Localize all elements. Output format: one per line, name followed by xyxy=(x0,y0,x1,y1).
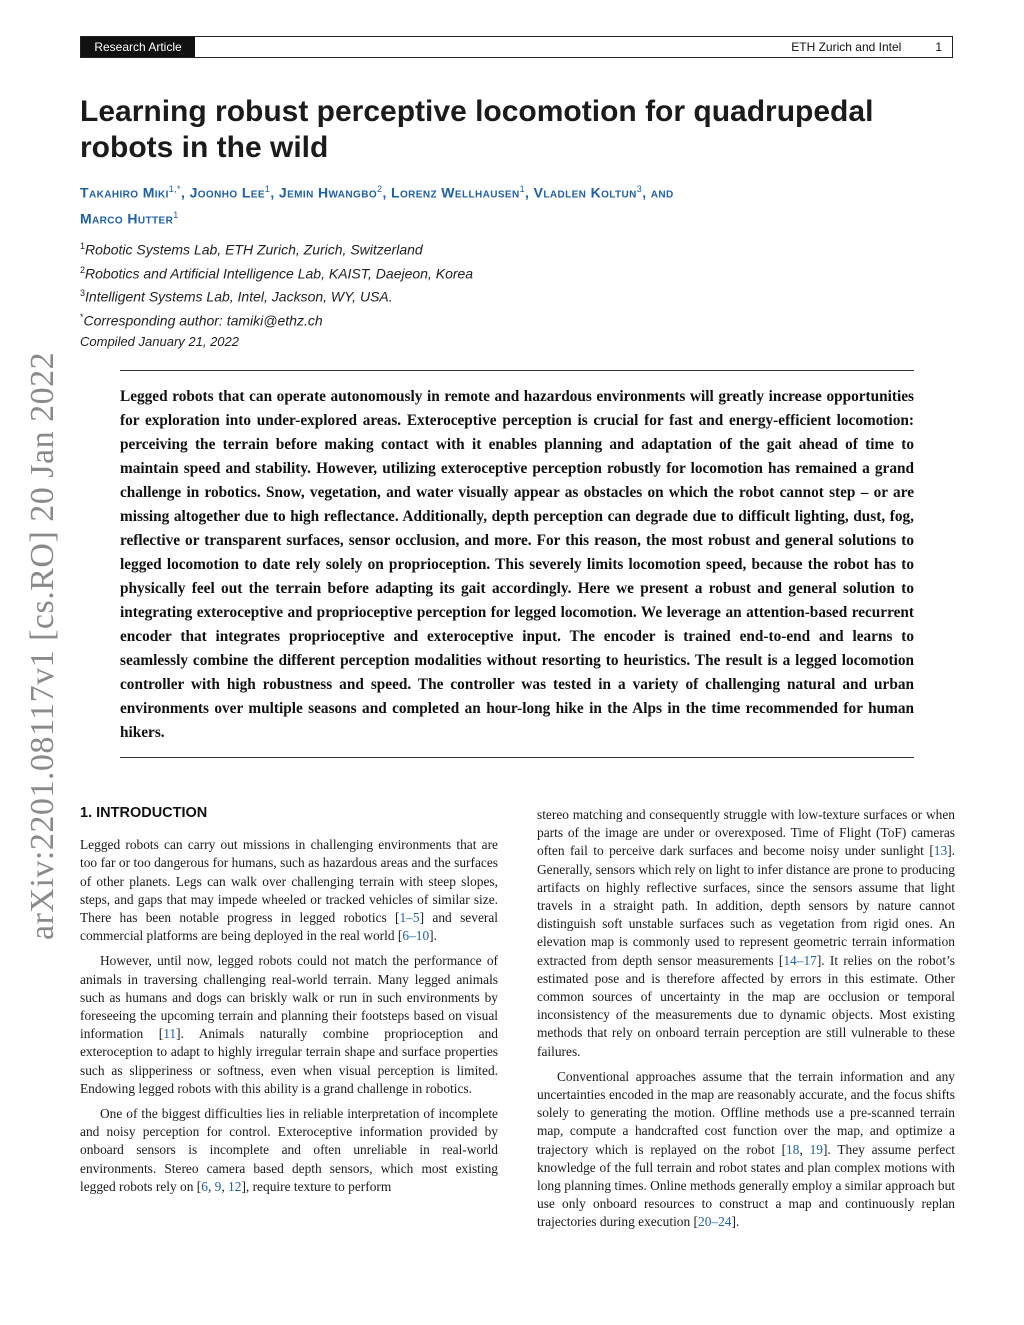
citation-link[interactable]: 9 xyxy=(214,1178,222,1194)
abstract-top-rule xyxy=(120,370,914,371)
affil-mark: 2 xyxy=(80,264,86,275)
running-header xyxy=(80,36,953,58)
affiliation-item xyxy=(80,307,473,331)
author-name: Takahiro Miki xyxy=(80,184,169,201)
paragraph: Legged robots can carry out missions in challenging environments that are too far or too dangerous for humans, such as hazardous areas and the surfaces of other planets. Legs can walk over challenging terrain with steep slopes, steps, and gaps that may impede wheeled or tracked vehicles of similar size. There has been notable progress in legged robotics [1–5] and several commercial platforms are being deployed in the real world [6–10]. xyxy=(80,837,499,944)
affil-mark: 3 xyxy=(80,288,86,299)
citation-link[interactable]: 1–5 xyxy=(399,910,420,926)
author-affil-mark: 3 xyxy=(636,184,643,194)
arxiv-stamp: arXiv:2201.08117v1 [cs.RO] 20 Jan 2022 xyxy=(24,351,61,940)
paragraph: One of the biggest difficulties lies in reliable interpretation of incomplete and noisy perception for control. Exteroceptive information provided by onboard sensors is incomplete and often unreliable in real-world environments. Stereo camera based depth sensors, which most existing legged robots rely on [6, 9, 12], require texture to perform xyxy=(80,1106,498,1194)
author-affil-mark: 2 xyxy=(377,184,383,194)
right-column xyxy=(537,806,955,1232)
left-column xyxy=(80,804,498,1196)
citation-link[interactable]: 13 xyxy=(933,843,948,859)
paragraph: Conventional approaches assume that the terrain information and any uncertainties encoded in the map are reasonably accurate, and the focus shifts solely to generating the motion. Offline methods use a pre-scanned terrain map, compute a handcrafted cost function over the map, and optimize a trajectory which is replayed on the robot [18, 19]. They assume perfect knowledge of the full terrain and robot states and plan complex motions with long planning times. Online methods generally employ a similar approach but use only onboard resources to construct a map and continuously replan trajectories during execution [20–24]. xyxy=(537,1068,955,1230)
section-heading: 1. INTRODUCTION xyxy=(80,805,208,821)
paragraph: stereo matching and consequently struggle with low-texture surfaces or when parts of the image are under or overexposed. Time of Flight (ToF) cameras often fail to perceive dark surfaces and become noisy under sunlight [13]. Generally, sensors which rely on light to infer distance are prone to producing artifacts on highly reflective surfaces, since the sensors assume that light travels in a straight path. In addition, depth sensors by nature cannot distinguish soft unstable surfaces such as vegetation from rigid ones. An elevation map is commonly used to represent geometric terrain information extracted from depth sensor measurements [14–17]. It relies on the robot’s estimated pose and is therefore affected by errors in this estimate. Other common sources of uncertainty in the map are occlusion or temporal inconsistency of the measurements due to dynamic objects. Most existing methods that rely on onboard terrain perception are still vulnerable to these failures. xyxy=(537,807,956,1059)
header-affiliation: ETH Zurich and Intel xyxy=(791,40,902,54)
citation-link[interactable]: 12 xyxy=(228,1178,242,1194)
citation-link[interactable]: 6–10 xyxy=(402,928,430,944)
citation-link[interactable]: 18 xyxy=(786,1141,800,1157)
header-right xyxy=(791,37,942,57)
author-name: Lorenz Wellhausen xyxy=(391,184,520,201)
compiled-date: Compiled January 21, 2022 xyxy=(80,334,239,349)
paper-title: Learning robust perceptive locomotion for quadrupedal robots in the wild xyxy=(80,95,874,164)
affil-text: Robotic Systems Lab, ETH Zurich, Zurich, Switzerland xyxy=(85,241,423,258)
affiliation-list xyxy=(80,236,473,331)
citation-link[interactable]: 11 xyxy=(163,1026,177,1042)
author-affil-mark: 1 xyxy=(173,209,179,220)
citation-link[interactable]: 19 xyxy=(809,1141,823,1157)
affiliation-item xyxy=(80,283,473,307)
author-name: Vladlen Koltun xyxy=(533,184,637,201)
paragraph: However, until now, legged robots could not match the performance of animals in traversing challenging real-world terrain. Many legged animals such as humans and dogs can briskly walk or run in such environments by foreseeing the upcoming terrain and planning their footsteps based on visual information [11]. Animals naturally combine proprioception and exteroception to adapt to highly irregular terrain shape and surface properties such as slipperiness or softness, even when visual perception is limited. Endowing legged robots with this ability is a grand challenge in robotics. xyxy=(80,953,498,1096)
abstract-bottom-rule xyxy=(120,757,914,758)
author-connector: and xyxy=(650,184,674,201)
citation-link[interactable]: 6 xyxy=(201,1178,208,1194)
author-affil-mark: 1,* xyxy=(168,184,181,194)
affil-mark: * xyxy=(80,311,84,322)
author-name: Jemin Hwangbo xyxy=(278,184,378,201)
author-list: Takahiro Miki$^{1,*}$, Joonho Lee$^1$, Jemin Hwangbo$^2$, Lorenz Wellhausen$^1$, Vladlen Koltun$^3$, and Marco Hutter$^1$ xyxy=(80,184,674,227)
page-number: 1 xyxy=(935,40,942,54)
abstract: Legged robots that can operate autonomously in remote and hazardous environments will greatly increase opportunities for exploration into under-explored areas. Exteroceptive perception is crucial for fast and energy-efficient locomotion: perceiving the terrain before making contact with it enables planning and adaptation of the gait ahead of time to maintain speed and stability. However, utilizing exteroceptive perception robustly for locomotion has remained a grand challenge in robotics. Snow, vegetation, and water visually appear as obstacles on which the robot cannot step – or are missing altogether due to high reflectance. Additionally, depth perception can degrade due to difficult lighting, dust, fog, reflective or transparent surfaces, sensor occlusion, and more. For this reason, the most robust and general solutions to legged locomotion to date rely solely on proprioception. This severely limits locomotion speed, because the robot has to physically feel out the terrain before adapting its gait accordingly. Here we present a robust and general solution to integrating exteroceptive and proprioceptive perception for legged locomotion. We leverage an attention-based recurrent encoder that integrates proprioceptive and exteroceptive input. The encoder is trained end-to-end and learns to seamlessly combine the different perception modalities without resorting to heuristics. The result is a legged locomotion controller with high robustness and speed. The controller was tested in a variety of challenging natural and urban environments over multiple seasons and completed an hour-long hike in the Alps in the time recommended for human hikers. xyxy=(120,388,914,741)
article-type-tag: Research Article xyxy=(81,37,195,57)
affil-text: Robotics and Artificial Intelligence Lab, KAIST, Daejeon, Korea xyxy=(85,265,474,282)
citation-link[interactable]: 20–24 xyxy=(698,1214,732,1230)
author-affil-mark: 1 xyxy=(264,184,271,194)
affiliation-item xyxy=(80,236,473,260)
author-name: Joonho Lee xyxy=(189,184,265,201)
author-affil-mark: 1 xyxy=(519,184,526,194)
author-name: Marco Hutter xyxy=(80,210,174,227)
affiliation-item xyxy=(80,260,473,284)
citation-link[interactable]: 14–17 xyxy=(783,952,817,968)
affil-mark: 1 xyxy=(80,241,86,251)
affil-text: Intelligent Systems Lab, Intel, Jackson, WY, USA. xyxy=(85,288,393,305)
affil-text: Corresponding author: tamiki@ethz.ch xyxy=(83,312,323,329)
